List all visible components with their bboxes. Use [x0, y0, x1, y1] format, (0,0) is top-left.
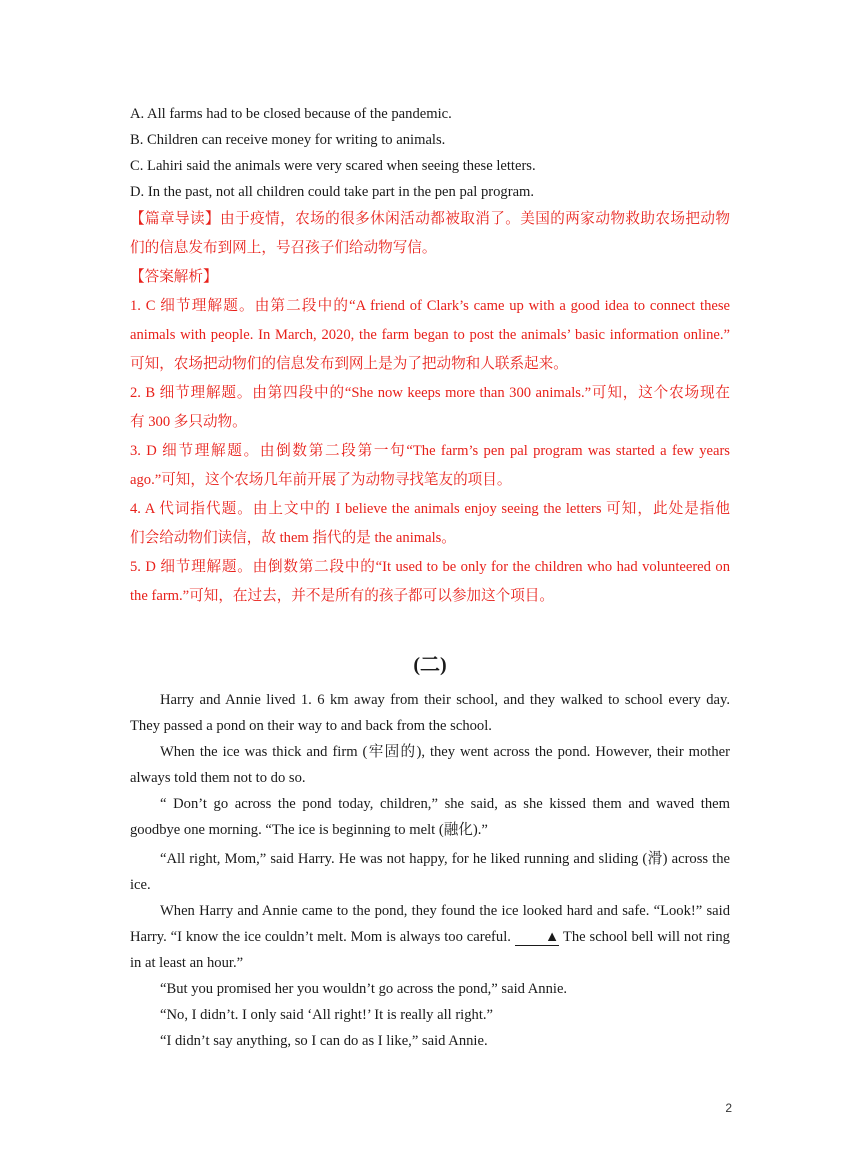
option-b: B. Children can receive money for writing to animals. [130, 132, 446, 148]
story-paragraph: “I didn’t say anything, so I can do as I like,” said Annie. [160, 1033, 488, 1049]
story-text: The school bell will not ring in at least an hour.” [130, 929, 730, 971]
answer-line: 2. B 细节理解题。由第四段中的“She now keeps more than 300 animals.”可知，这个农场现在 [130, 385, 730, 401]
answer-line: 有 300 多只动物。 [130, 414, 247, 430]
option-c: C. Lahiri said the animals were very scared when seeing these letters. [130, 158, 536, 174]
story-paragraph-with-blank [130, 898, 730, 976]
guide-line-1: 【篇章导读】由于疫情，农场的很多休闲活动都被取消了。美国的两家动物救助农场把动物 [130, 211, 730, 227]
guide-line-2: 们的信息发布到网上，号召孩子们给动物写信。 [130, 240, 437, 256]
analysis-block [130, 205, 730, 611]
answer-line: 可知，农场把动物们的信息发布到网上是为了把动物和人联系起来。 [130, 356, 568, 372]
answer-line: the farm.”可知，在过去，并不是所有的孩子都可以参加这个项目。 [130, 588, 554, 604]
story-paragraph: Harry and Annie lived 1. 6 km away from their school, and they walked to school every day. They passed a pond on their way to and back from the school. [130, 692, 730, 734]
story-paragraph: “ Don’t go across the pond today, children,” she said, as she kissed them and waved them goodbye one morning. “The ice is beginning to melt (融化).” [130, 796, 730, 838]
story-passage [130, 687, 730, 1054]
answer-line: 们会给动物们读信，故 them 指代的是 the animals。 [130, 530, 456, 546]
answer-line: animals with people. In March, 2020, the farm began to post the animals’ basic information online.” [130, 327, 730, 343]
story-paragraph: “All right, Mom,” said Harry. He was not happy, for he liked running and sliding (滑) across the ice. [130, 851, 730, 893]
answer-line: 3. D 细节理解题。由倒数第二段第一句“The farm’s pen pal program was started a few years [130, 443, 730, 459]
fill-in-blank[interactable]: ▲ [515, 929, 559, 946]
section-title: (二) [413, 654, 447, 676]
answer-options [130, 101, 730, 205]
answer-line: ago.”可知，这个农场几年前开展了为动物寻找笔友的项目。 [130, 472, 512, 488]
page-number: 2 [725, 1101, 732, 1115]
story-paragraph: When the ice was thick and firm (牢固的), they went across the pond. However, their mother always told them not to do so. [130, 744, 730, 786]
option-d: D. In the past, not all children could take part in the pen pal program. [130, 184, 535, 200]
answers-header: 【答案解析】 [130, 269, 218, 285]
answer-line: 5. D 细节理解题。由倒数第二段中的“It used to be only for the children who had volunteered on [130, 559, 730, 575]
story-paragraph: “But you promised her you wouldn’t go across the pond,” said Annie. [160, 981, 568, 997]
answer-line: 4. A 代词指代题。由上文中的 I believe the animals enjoy seeing the letters 可知，此处是指他 [130, 501, 730, 517]
answer-line: 1. C 细节理解题。由第二段中的“A friend of Clark’s came up with a good idea to connect these [130, 298, 730, 314]
story-text: When Harry and Annie came to the pond, they found the ice looked hard and safe. “Look!” said Harry. “I know the ice couldn’t melt. Mom is always too careful. [130, 903, 730, 945]
option-a: A. All farms had to be closed because of the pandemic. [130, 106, 452, 122]
story-paragraph: “No, I didn’t. I only said ‘All right!’ It is really all right.” [160, 1007, 494, 1023]
